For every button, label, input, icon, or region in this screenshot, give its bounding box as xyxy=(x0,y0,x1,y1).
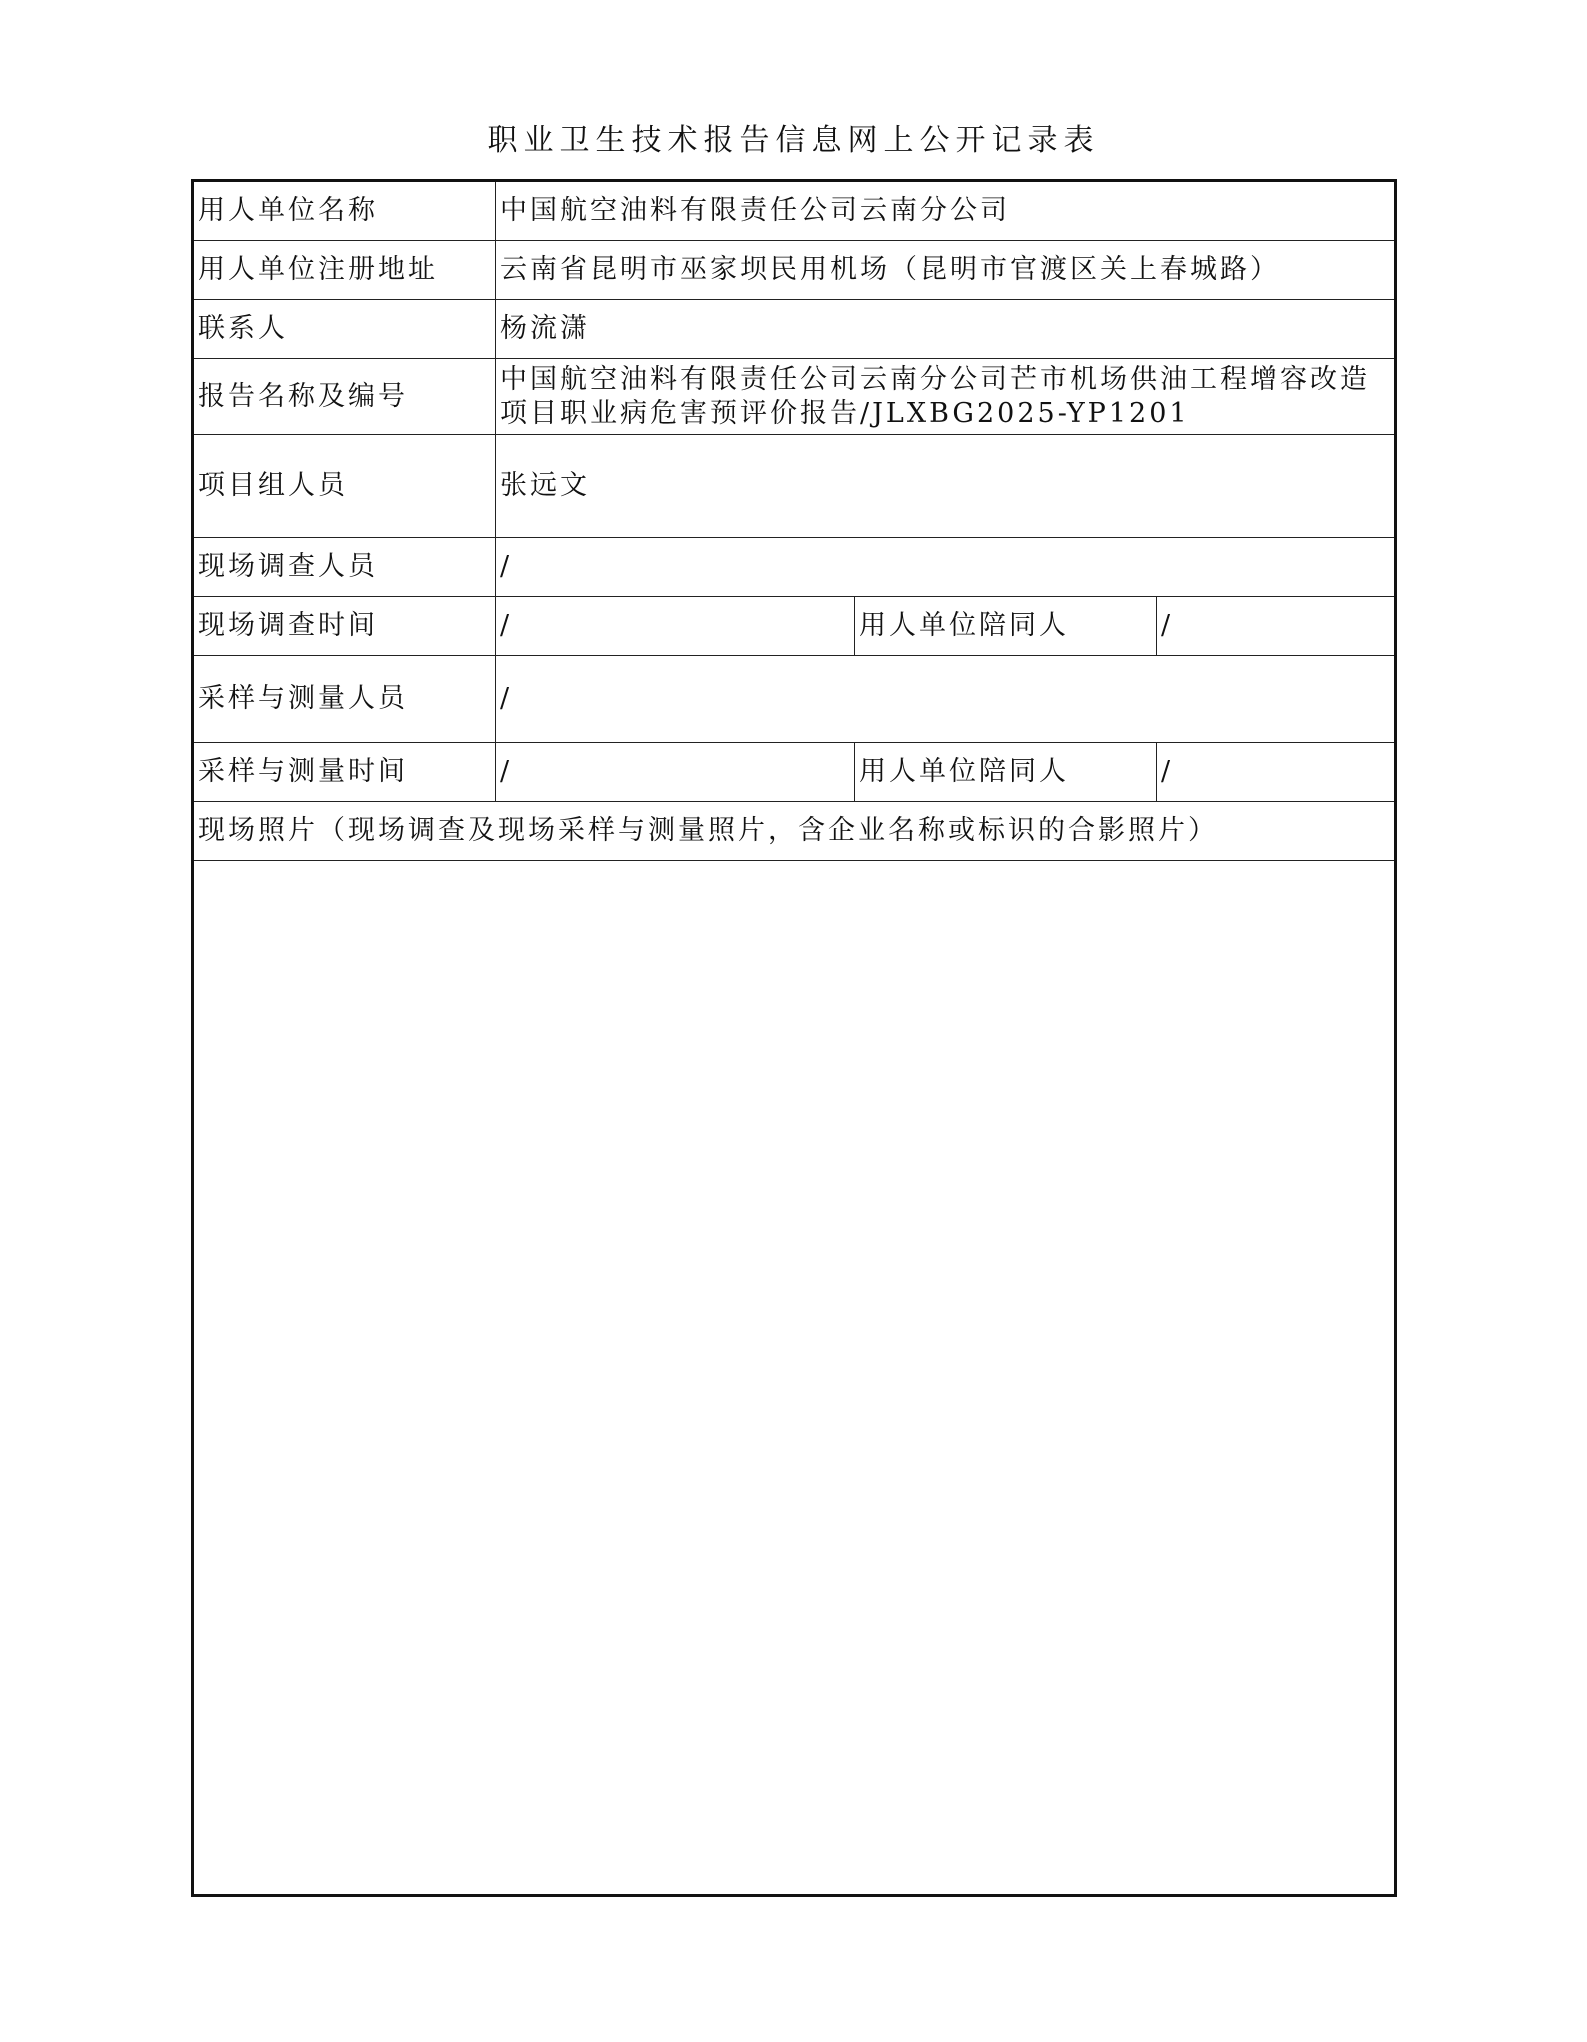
registered-address-label: 用人单位注册地址 xyxy=(193,241,496,300)
row-photos-header xyxy=(193,802,1396,861)
survey-staff-label: 现场调查人员 xyxy=(193,538,496,597)
sampling-time-label: 采样与测量时间 xyxy=(193,743,496,802)
row-contact xyxy=(193,300,1396,359)
row-sampling-time xyxy=(193,743,1396,802)
survey-time-value: / xyxy=(496,597,855,656)
sampling-staff-value: / xyxy=(496,656,1396,743)
sampling-staff-label: 采样与测量人员 xyxy=(193,656,496,743)
sampling-time-value: / xyxy=(496,743,855,802)
photos-label: 现场照片（现场调查及现场采样与测量照片，含企业名称或标识的合影照片） xyxy=(193,802,1396,861)
row-registered-address xyxy=(193,241,1396,300)
row-employer-name xyxy=(193,181,1396,241)
employer-name-label: 用人单位名称 xyxy=(193,181,496,241)
page-title: 职业卫生技术报告信息网上公开记录表 xyxy=(487,123,1100,158)
project-team-value: 张远文 xyxy=(496,435,1396,538)
registered-address-value: 云南省昆明市巫家坝民用机场（昆明市官渡区关上春城路） xyxy=(496,241,1396,300)
survey-companion-label: 用人单位陪同人 xyxy=(855,597,1157,656)
row-report xyxy=(193,359,1396,435)
sampling-companion-value: / xyxy=(1157,743,1396,802)
report-value: 中国航空油料有限责任公司云南分公司芒市机场供油工程增容改造项目职业病危害预评价报告/JLXBG2025-YP1201 xyxy=(496,359,1396,435)
report-label: 报告名称及编号 xyxy=(193,359,496,435)
project-team-label: 项目组人员 xyxy=(193,435,496,538)
contact-value: 杨流潇 xyxy=(496,300,1396,359)
survey-time-label: 现场调查时间 xyxy=(193,597,496,656)
record-table xyxy=(191,179,1397,1897)
survey-staff-value: / xyxy=(496,538,1396,597)
contact-label: 联系人 xyxy=(193,300,496,359)
row-photos-area xyxy=(193,861,1396,1896)
row-sampling-staff xyxy=(193,656,1396,743)
row-project-team xyxy=(193,435,1396,538)
sampling-companion-label: 用人单位陪同人 xyxy=(855,743,1157,802)
row-survey-time xyxy=(193,597,1396,656)
survey-companion-value: / xyxy=(1157,597,1396,656)
row-survey-staff xyxy=(193,538,1396,597)
photos-area xyxy=(193,861,1396,1896)
employer-name-value: 中国航空油料有限责任公司云南分公司 xyxy=(496,181,1396,241)
